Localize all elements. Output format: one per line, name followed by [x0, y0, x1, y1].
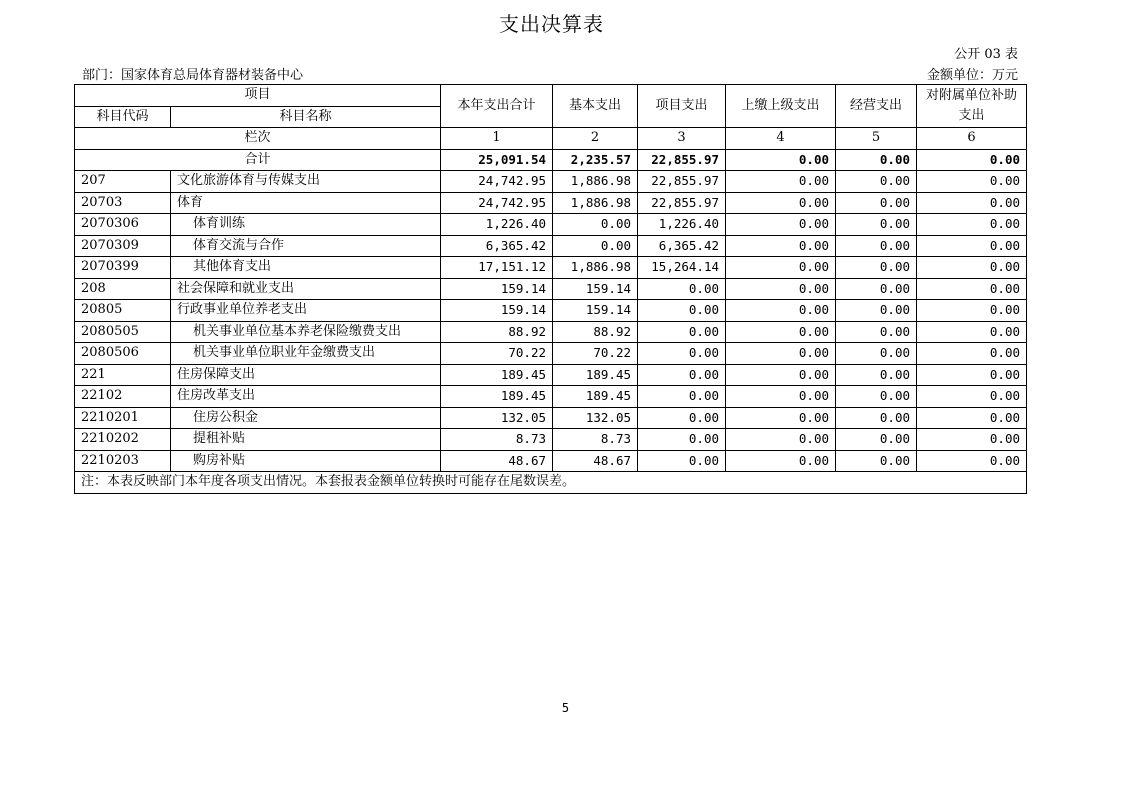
subject-name: 住房保障支出: [171, 364, 441, 386]
amount-cell: 0.00: [836, 257, 917, 279]
subject-code: 2080505: [75, 321, 171, 343]
note-row: [75, 472, 1027, 494]
amount-cell: 0.00: [917, 407, 1027, 429]
table-row: [75, 321, 1027, 343]
header-project: 项目支出: [638, 85, 726, 128]
amount-cell: 0.00: [726, 343, 836, 365]
amount-cell: 0.00: [836, 171, 917, 193]
total-value: 0.00: [726, 149, 836, 171]
total-value: 22,855.97: [638, 149, 726, 171]
amount-cell: 0.00: [638, 364, 726, 386]
amount-cell: 70.22: [553, 343, 638, 365]
table-row: [75, 386, 1027, 408]
amount-cell: 6,365.42: [638, 235, 726, 257]
amount-cell: 0.00: [836, 407, 917, 429]
column-index-row: [75, 128, 1027, 150]
amount-cell: 70.22: [441, 343, 553, 365]
amount-cell: 0.00: [917, 321, 1027, 343]
table-row: [75, 214, 1027, 236]
amount-cell: 0.00: [836, 321, 917, 343]
total-value: 0.00: [917, 149, 1027, 171]
amount-cell: 15,264.14: [638, 257, 726, 279]
amount-cell: 0.00: [726, 257, 836, 279]
amount-cell: 0.00: [638, 429, 726, 451]
amount-cell: 0.00: [917, 386, 1027, 408]
department-label: 部门：国家体育总局体育器材装备中心: [82, 68, 304, 83]
table-row: [75, 278, 1027, 300]
subject-name: 住房公积金: [171, 407, 441, 429]
amount-cell: 0.00: [638, 278, 726, 300]
subject-name: 机关事业单位职业年金缴费支出: [171, 343, 441, 365]
subject-code: 2070309: [75, 235, 171, 257]
amount-cell: 0.00: [917, 343, 1027, 365]
header-name: 科目名称: [171, 106, 441, 128]
total-value: 0.00: [836, 149, 917, 171]
amount-cell: 1,226.40: [638, 214, 726, 236]
header-basic: 基本支出: [553, 85, 638, 128]
header-business: 经营支出: [836, 85, 917, 128]
amount-cell: 0.00: [553, 235, 638, 257]
amount-cell: 0.00: [917, 450, 1027, 472]
subject-code: 20805: [75, 300, 171, 322]
subject-name: 体育训练: [171, 214, 441, 236]
header-item: 项目: [75, 85, 441, 107]
expenditure-table: [74, 84, 1027, 494]
amount-cell: 0.00: [917, 429, 1027, 451]
amount-cell: 0.00: [917, 257, 1027, 279]
subject-name: 住房改革支出: [171, 386, 441, 408]
subject-name: 购房补贴: [171, 450, 441, 472]
amount-cell: 0.00: [836, 235, 917, 257]
amount-cell: 0.00: [917, 300, 1027, 322]
amount-cell: 159.14: [553, 278, 638, 300]
subject-code: 2070306: [75, 214, 171, 236]
amount-cell: 189.45: [553, 386, 638, 408]
header-upper: 上缴上级支出: [726, 85, 836, 128]
table-row: [75, 343, 1027, 365]
total-value: 2,235.57: [553, 149, 638, 171]
column-index: 5: [836, 128, 917, 150]
amount-cell: 0.00: [917, 364, 1027, 386]
amount-cell: 0.00: [726, 321, 836, 343]
amount-cell: 189.45: [553, 364, 638, 386]
amount-cell: 8.73: [441, 429, 553, 451]
header-row-1: [75, 85, 1027, 107]
subject-code: 20703: [75, 192, 171, 214]
table-row: [75, 429, 1027, 451]
amount-cell: 0.00: [836, 192, 917, 214]
subject-code: 2210203: [75, 450, 171, 472]
amount-cell: 1,886.98: [553, 257, 638, 279]
amount-cell: 132.05: [441, 407, 553, 429]
amount-cell: 189.45: [441, 386, 553, 408]
amount-cell: 48.67: [553, 450, 638, 472]
amount-cell: 0.00: [638, 386, 726, 408]
subject-name: 社会保障和就业支出: [171, 278, 441, 300]
page-number: 5: [561, 701, 570, 715]
amount-cell: 0.00: [553, 214, 638, 236]
total-value: 25,091.54: [441, 149, 553, 171]
amount-cell: 1,226.40: [441, 214, 553, 236]
amount-cell: 0.00: [836, 364, 917, 386]
table-row: [75, 450, 1027, 472]
column-index: 4: [726, 128, 836, 150]
amount-cell: 159.14: [553, 300, 638, 322]
subject-code: 22102: [75, 386, 171, 408]
subject-name: 文化旅游体育与传媒支出: [171, 171, 441, 193]
table-row: [75, 192, 1027, 214]
amount-cell: 24,742.95: [441, 192, 553, 214]
subject-name: 行政事业单位养老支出: [171, 300, 441, 322]
amount-cell: 17,151.12: [441, 257, 553, 279]
amount-cell: 189.45: [441, 364, 553, 386]
amount-cell: 0.00: [836, 278, 917, 300]
amount-cell: 8.73: [553, 429, 638, 451]
table-row: [75, 364, 1027, 386]
amount-cell: 0.00: [638, 300, 726, 322]
table-row: [75, 407, 1027, 429]
header-code: 科目代码: [75, 106, 171, 128]
column-index-label: 栏次: [75, 128, 441, 150]
column-index: 2: [553, 128, 638, 150]
amount-cell: 0.00: [638, 343, 726, 365]
amount-cell: 0.00: [836, 343, 917, 365]
column-index: 3: [638, 128, 726, 150]
amount-cell: 0.00: [836, 450, 917, 472]
amount-cell: 159.14: [441, 278, 553, 300]
subject-name: 体育交流与合作: [171, 235, 441, 257]
subject-name: 体育: [171, 192, 441, 214]
total-label: 合计: [75, 149, 441, 171]
amount-cell: 48.67: [441, 450, 553, 472]
amount-cell: 0.00: [638, 321, 726, 343]
column-index: 6: [917, 128, 1027, 150]
amount-cell: 0.00: [836, 386, 917, 408]
amount-cell: 0.00: [638, 450, 726, 472]
amount-cell: 0.00: [726, 429, 836, 451]
form-number: 公开 03 表: [954, 47, 1018, 62]
amount-cell: 24,742.95: [441, 171, 553, 193]
amount-cell: 0.00: [638, 407, 726, 429]
amount-cell: 0.00: [726, 386, 836, 408]
amount-cell: 0.00: [726, 235, 836, 257]
subject-code: 207: [75, 171, 171, 193]
subject-code: 2080506: [75, 343, 171, 365]
subject-name: 其他体育支出: [171, 257, 441, 279]
amount-cell: 0.00: [726, 214, 836, 236]
amount-cell: 88.92: [441, 321, 553, 343]
subject-code: 2210202: [75, 429, 171, 451]
table-row: [75, 171, 1027, 193]
amount-cell: 0.00: [917, 278, 1027, 300]
amount-cell: 132.05: [553, 407, 638, 429]
amount-cell: 0.00: [726, 364, 836, 386]
table-row: [75, 257, 1027, 279]
amount-cell: 0.00: [726, 171, 836, 193]
header-subsidy: 对附属单位补助支出: [917, 85, 1027, 128]
amount-cell: 1,886.98: [553, 171, 638, 193]
amount-cell: 6,365.42: [441, 235, 553, 257]
subject-code: 2210201: [75, 407, 171, 429]
unit-label: 金额单位：万元: [926, 68, 1018, 83]
amount-cell: 0.00: [917, 192, 1027, 214]
header-total: 本年支出合计: [441, 85, 553, 128]
total-row: [75, 149, 1027, 171]
amount-cell: 0.00: [836, 300, 917, 322]
amount-cell: 0.00: [726, 192, 836, 214]
amount-cell: 22,855.97: [638, 171, 726, 193]
amount-cell: 0.00: [836, 429, 917, 451]
subject-code: 208: [75, 278, 171, 300]
table-row: [75, 300, 1027, 322]
table-note: 注：本表反映部门本年度各项支出情况。本套报表金额单位转换时可能存在尾数误差。: [75, 472, 1027, 494]
amount-cell: 0.00: [726, 450, 836, 472]
amount-cell: 22,855.97: [638, 192, 726, 214]
amount-cell: 159.14: [441, 300, 553, 322]
subject-code: 2070399: [75, 257, 171, 279]
subject-name: 机关事业单位基本养老保险缴费支出: [171, 321, 441, 343]
table-row: [75, 235, 1027, 257]
column-index: 1: [441, 128, 553, 150]
subject-name: 提租补贴: [171, 429, 441, 451]
amount-cell: 0.00: [917, 214, 1027, 236]
amount-cell: 0.00: [917, 171, 1027, 193]
amount-cell: 0.00: [726, 300, 836, 322]
amount-cell: 0.00: [836, 214, 917, 236]
amount-cell: 0.00: [917, 235, 1027, 257]
page-title: 支出决算表: [499, 12, 604, 36]
amount-cell: 88.92: [553, 321, 638, 343]
amount-cell: 0.00: [726, 278, 836, 300]
amount-cell: 0.00: [726, 407, 836, 429]
subject-code: 221: [75, 364, 171, 386]
amount-cell: 1,886.98: [553, 192, 638, 214]
